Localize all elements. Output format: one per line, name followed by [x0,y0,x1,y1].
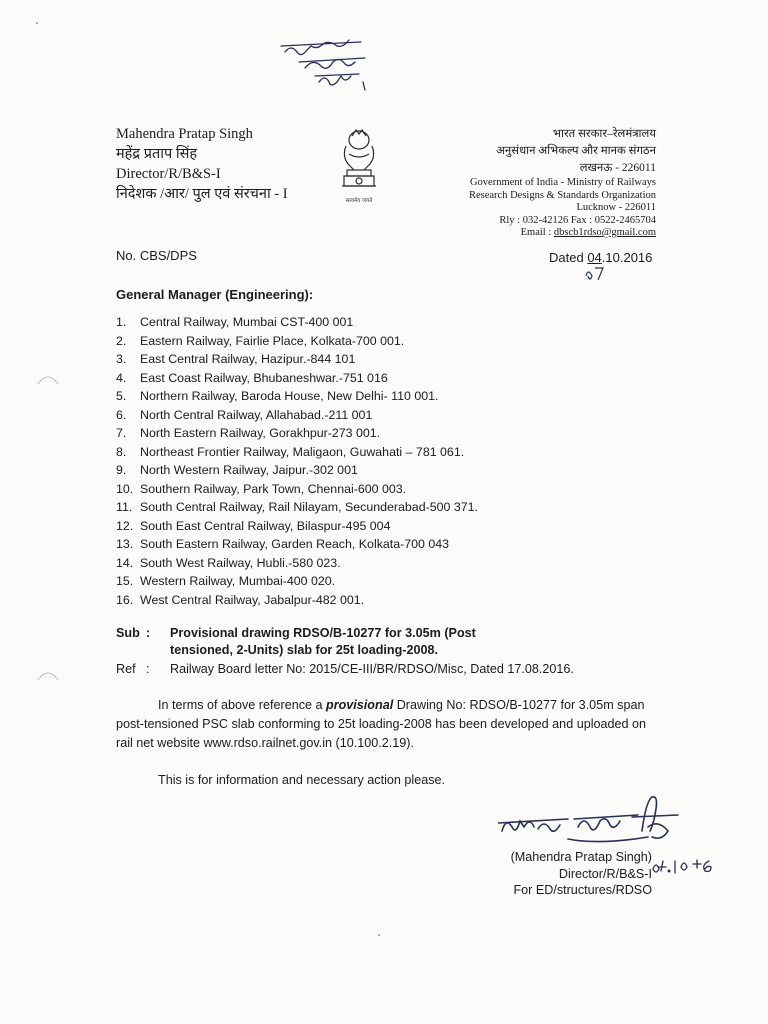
email-link[interactable]: dbscb1rdso@gmail.com [553,227,656,238]
list-item: 16. West Central Railway, Jabalpur-482 001. [116,592,365,607]
org-hindi-line-2: अनुसंधान अभिकल्प और मानक संगठन [496,145,656,157]
list-item: 3. East Central Railway, Hazipur.-844 101 [116,352,356,366]
list-item: 7. North Eastern Railway, Gorakhpur-273 001. [116,426,381,440]
sender-designation-hindi: निदेशक /आर/ पुल एवं संरचना - I [116,186,288,202]
handwritten-date-correction [584,264,606,282]
punch-hole-mark [36,372,60,386]
subject-line: Sub : Provisional drawing RDSO/B-10277 for 3.05m (Post tensioned, 2-Units) slab for 25t loading-2008. [116,625,520,659]
railway-address-list [116,313,478,609]
signature-block [511,849,652,899]
list-item: 1. Central Railway, Mumbai CST-400 001 [116,315,354,329]
closing-paragraph: This is for information and necessary action please. [158,773,445,787]
list-item: 11. South Central Railway, Rail Nilayam, Secunderabad-500 371. [116,500,478,514]
list-item: 9. North Western Railway, Jaipur.-302 001 [116,463,358,477]
signatory-for: For ED/structures/RDSO [513,883,652,897]
sender-name-hindi: महेंद्र प्रताप सिंह [116,146,198,162]
handwritten-signature-date [651,855,721,877]
list-item: 10. Southern Railway, Park Town, Chennai-600 003. [116,481,407,496]
org-line-3: Lucknow - 226011 [576,202,656,213]
list-item: 12. South East Central Railway, Bilaspur-495 004 [116,518,391,533]
org-hindi-line-1: भारत सरकार–रेलमंत्रालय [552,128,656,140]
reference-text: Railway Board letter No: 2015/CE-III/BR/RDSO/Misc, Dated 17.08.2016. [170,662,574,676]
emphasis-provisional: provisional [326,698,394,712]
list-item: 8. Northeast Frontier Railway, Maligaon, Guwahati – 781 061. [116,444,465,459]
org-phone-fax: Rly : 032-42126 Fax : 0522-2465704 [499,214,656,226]
date-day: 04 [587,250,602,265]
national-emblem-icon [334,124,384,208]
signatory-name: (Mahendra Pratap Singh) [510,850,652,864]
scan-speck [378,934,380,936]
signatory-designation: Director/R/B&S-I [558,866,652,881]
scan-speck [36,22,38,24]
list-item: 6. North Central Railway, Allahabad.-211 001 [116,407,373,422]
addressee-heading: General Manager (Engineering): [116,287,314,302]
sender-designation: Director/R/B&S-I [116,166,221,182]
sender-name: Mahendra Pratap Singh [116,126,253,142]
subject-text: Provisional drawing RDSO/B-10277 for 3.05m (Post tensioned, 2-Units) slab for 25t loading-2008. [170,626,476,657]
list-item: 14. South West Railway, Hubli.-580 023. [116,555,341,570]
handwritten-note [275,38,385,98]
reference-label: Ref [116,662,136,676]
org-line-1: Government of India - Ministry of Railways [469,177,656,188]
organization-block [469,126,656,240]
sender-block [116,124,288,204]
list-item: 4. East Coast Railway, Bhubaneshwar.-751 016 [116,370,388,385]
org-email: Email : dbscb1rdso@gmail.com [520,227,656,238]
list-item: 5. Northern Railway, Baroda House, New Delhi- 110 001. [116,389,439,403]
org-hindi-line-3: लखनऊ - 226011 [579,162,656,174]
list-item: 13. South Eastern Railway, Garden Reach, Kolkata-700 043 [116,537,450,551]
list-item: 15. Western Railway, Mumbai-400 020. [116,574,336,588]
letter-date: Dated 04.10.2016 [549,250,653,265]
list-item: 2. Eastern Railway, Fairlie Place, Kolkata-700 001. [116,333,405,348]
emblem-caption: सत्यमेव जयते [345,198,373,204]
punch-hole-mark [36,668,60,682]
reference-number: No. CBS/DPS [116,248,197,263]
org-line-2: Research Designs & Standards Organization [468,189,656,201]
body-paragraph: In terms of above reference a provisional Drawing No: RDSO/B-10277 for 3.05m span post-tensioned PSC slab conforming to 25t loading-2008 has been developed and uploaded on rail net website www.rdso.railnet.gov.in (10.100.2.19). [116,698,647,750]
handwritten-signature [498,795,688,855]
subject-label: Sub [116,626,140,640]
reference-line: Ref : Railway Board letter No: 2015/CE-III/BR/RDSO/Misc, Dated 17.08.2016. [116,662,574,676]
